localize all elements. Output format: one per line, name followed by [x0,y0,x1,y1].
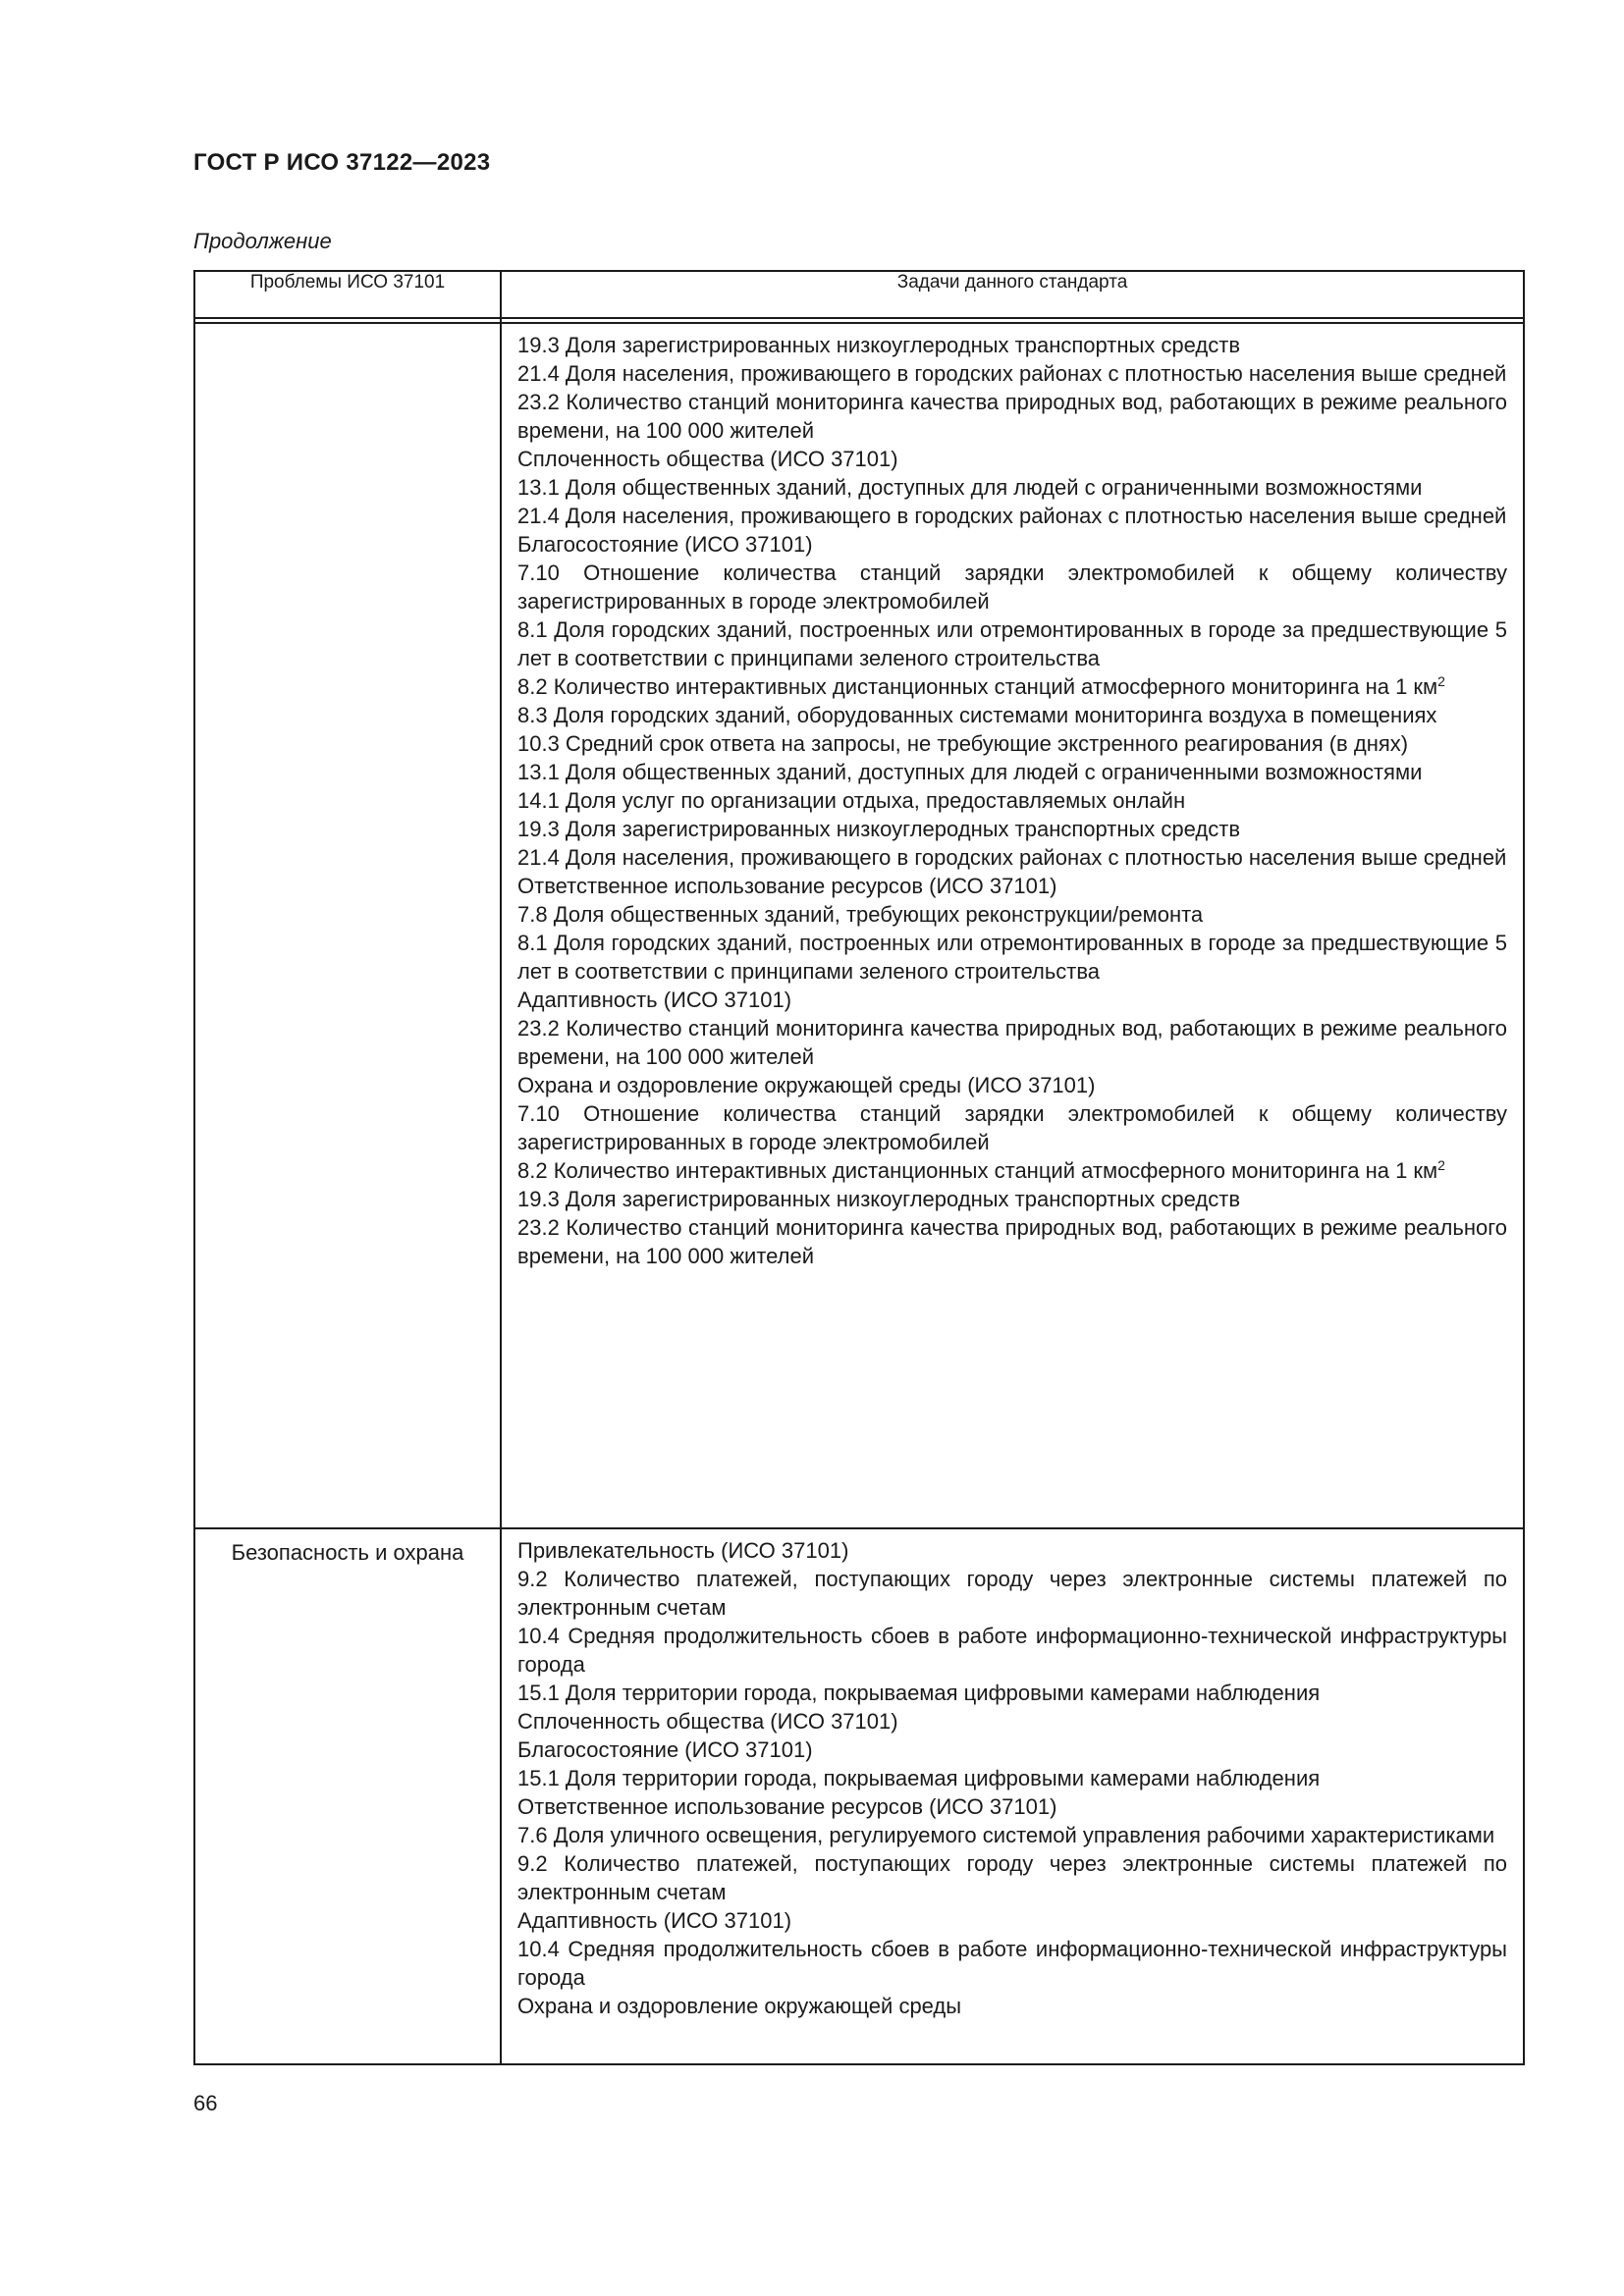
task-item: 14.1 Доля услуг по организации отдыха, предоставляемых онлайн [517,788,1186,813]
task-group-heading: Адаптивность (ИСО 37101) [517,988,792,1012]
task-item: 10.4 Средняя продолжительность сбоев в работе информационно-технической инфраструктуры города [517,1624,1507,1677]
task-item: 10.4 Средняя продолжительность сбоев в работе информационно-технической инфраструктуры города [517,1937,1507,1990]
task-item: 9.2 Количество платежей, поступающих городу через электронные системы платежей по электронным счетам [517,1567,1507,1620]
task-item: 19.3 Доля зарегистрированных низкоуглеродных транспортных средств [517,333,1241,357]
task-item: 23.2 Количество станций мониторинга качества природных вод, работающих в режиме реального времени, на 100 000 жителей [517,1215,1507,1268]
table-header-row [194,271,1524,318]
page-number: 66 [193,2091,218,2115]
problem-cell [194,323,501,1528]
continuation-label: Продолжение [193,229,332,253]
task-item: 19.3 Доля зарегистрированных низкоуглеродных транспортных средств [517,1187,1241,1211]
task-item: 8.1 Доля городских зданий, построенных или отремонтированных в городе за предшествующие 5 лет в соответствии с принципами зеленого строительства [517,931,1507,984]
task-item: 7.10 Отношение количества станций зарядки электромобилей к общему количеству зарегистрированных в городе электромобилей [517,561,1507,614]
task-group-heading: Ответственное использование ресурсов (ИСО 37101) [517,1794,1057,1819]
task-item: 19.3 Доля зарегистрированных низкоуглеродных транспортных средств [517,817,1241,841]
task-item: 15.1 Доля территории города, покрываемая цифровыми камерами наблюдения [517,1681,1321,1705]
task-item-text: 8.2 Количество интерактивных дистанционных станций атмосферного мониторинга на 1 км [517,674,1438,699]
task-item: 21.4 Доля населения, проживающего в городских районах с плотностью населения выше средней [517,504,1507,528]
task-item: 9.2 Количество платежей, поступающих городу через электронные системы платежей по электронным счетам [517,1851,1507,1904]
tasks-cell [501,1528,1524,2064]
table-row [194,1528,1524,2064]
task-item: 21.4 Доля населения, проживающего в городских районах с плотностью населения выше средней [517,845,1507,870]
task-item: 13.1 Доля общественных зданий, доступных для людей с ограниченными возможностями [517,475,1423,500]
task-item: 23.2 Количество станций мониторинга качества природных вод, работающих в режиме реального времени, на 100 000 жителей [517,390,1507,443]
task-group-heading: Благосостояние (ИСО 37101) [517,532,813,557]
task-item: 7.6 Доля уличного освещения, регулируемого системой управления рабочими характеристиками [517,1823,1495,1847]
task-item [517,1156,1507,1185]
task-group-heading: Сплоченность общества (ИСО 37101) [517,1709,898,1734]
document-title: ГОСТ Р ИСО 37122—2023 [193,149,491,176]
task-item: 23.2 Количество станций мониторинга качества природных вод, работающих в режиме реального времени, на 100 000 жителей [517,1016,1507,1069]
task-group-heading: Адаптивность (ИСО 37101) [517,1908,792,1933]
column-header-tasks: Задачи данного стандарта [501,271,1524,318]
superscript: 2 [1437,1157,1445,1173]
indicators-table [193,270,1525,2065]
task-item: 21.4 Доля населения, проживающего в городских районах с плотностью населения выше средней [517,361,1507,386]
task-item [517,672,1507,701]
task-group-heading: Благосостояние (ИСО 37101) [517,1737,813,1762]
task-group-heading: Ответственное использование ресурсов (ИСО 37101) [517,874,1057,898]
task-item: 8.3 Доля городских зданий, оборудованных системами мониторинга воздуха в помещениях [517,703,1437,727]
table-row [194,323,1524,1528]
task-item: 15.1 Доля территории города, покрываемая цифровыми камерами наблюдения [517,1766,1321,1790]
task-item: 7.10 Отношение количества станций зарядки электромобилей к общему количеству зарегистрированных в городе электромобилей [517,1101,1507,1154]
task-group-heading: Охрана и оздоровление окружающей среды [517,1994,962,2018]
task-group-heading: Сплоченность общества (ИСО 37101) [517,447,898,471]
task-item-text: 8.2 Количество интерактивных дистанционных станций атмосферного мониторинга на 1 км [517,1158,1438,1183]
task-item: 8.1 Доля городских зданий, построенных или отремонтированных в городе за предшествующие 5 лет в соответствии с принципами зеленого строительства [517,617,1507,670]
column-header-problems: Проблемы ИСО 37101 [194,271,501,318]
task-item: 7.8 Доля общественных зданий, требующих реконструкции/ремонта [517,902,1204,927]
superscript: 2 [1437,673,1445,689]
tasks-cell [501,323,1524,1528]
task-group-heading: Охрана и оздоровление окружающей среды (ИСО 37101) [517,1073,1096,1097]
task-item: 13.1 Доля общественных зданий, доступных для людей с ограниченными возможностями [517,760,1423,784]
task-group-heading: Привлекательность (ИСО 37101) [517,1538,849,1563]
problem-cell: Безопасность и охрана [194,1528,501,2064]
task-item: 10.3 Средний срок ответа на запросы, не требующие экстренного реагирования (в днях) [517,731,1409,756]
